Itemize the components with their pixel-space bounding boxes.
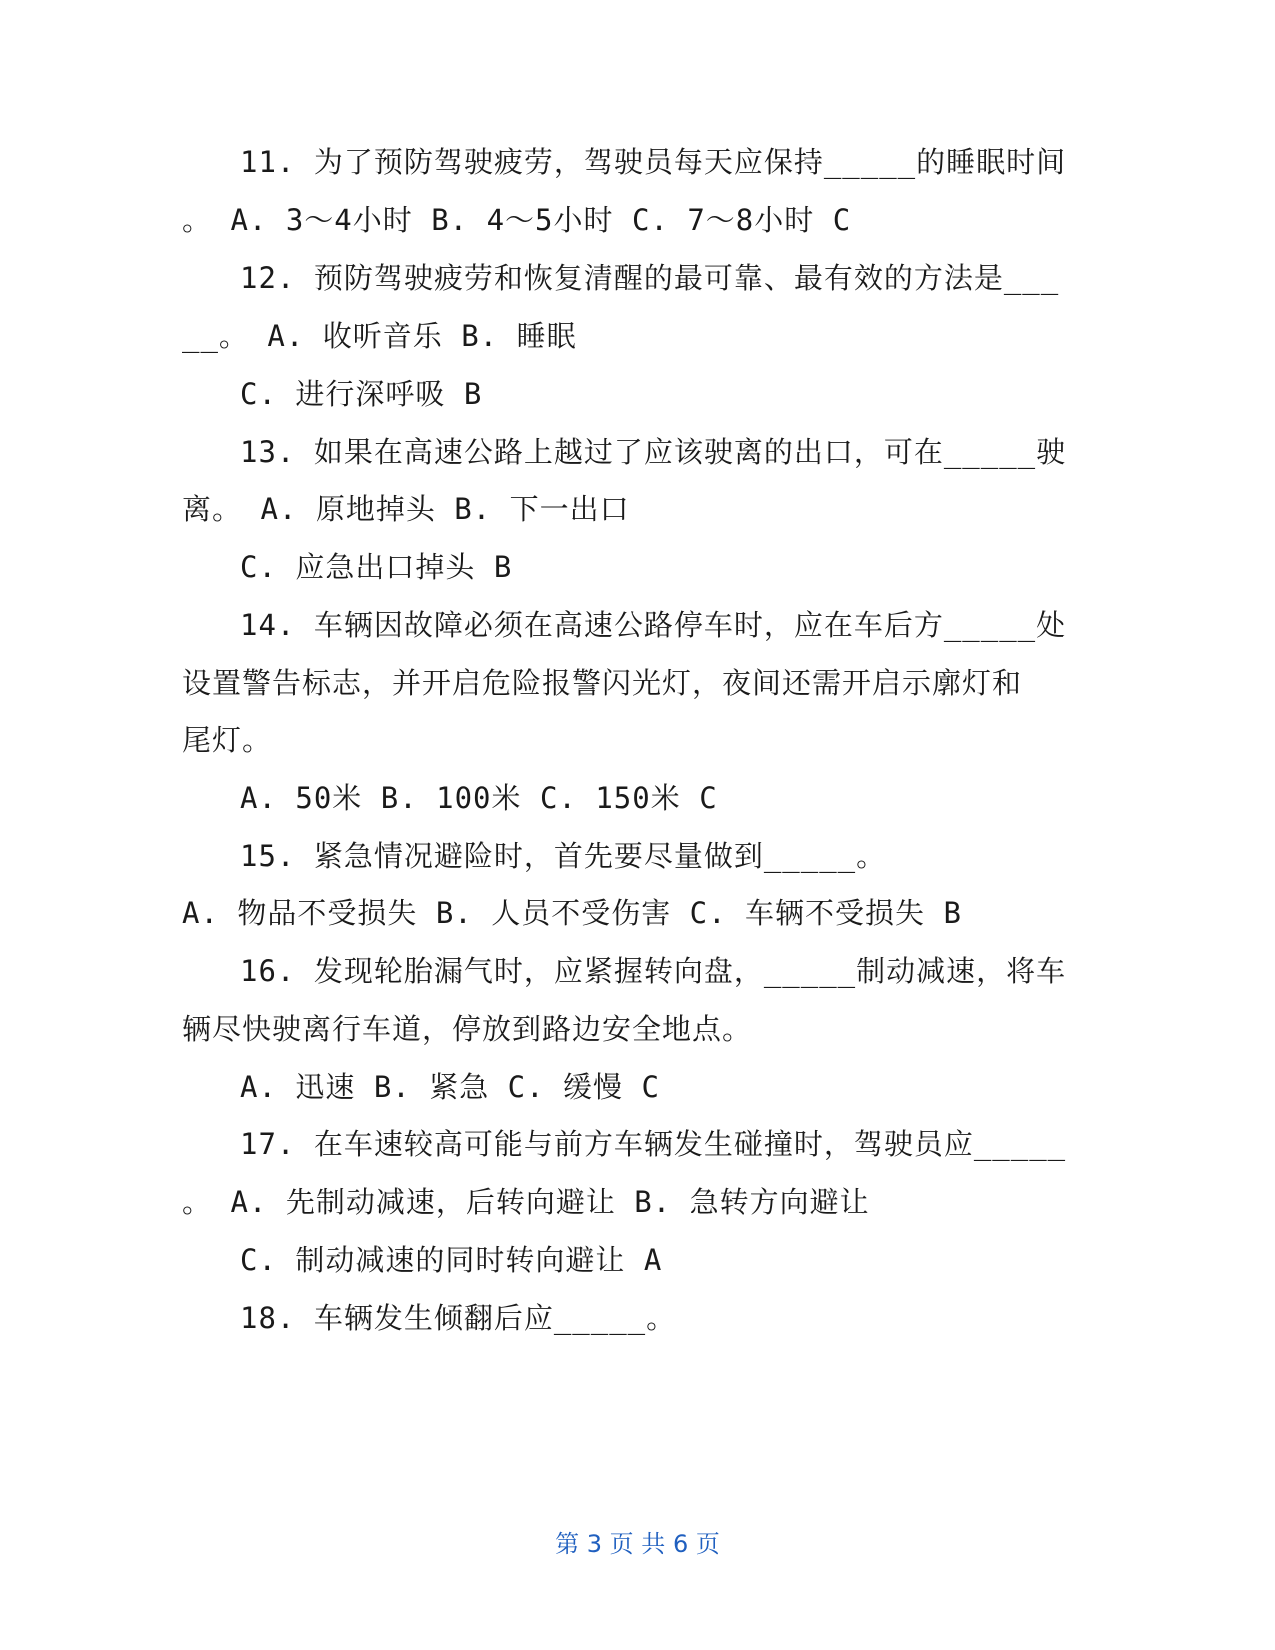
- question-17-line-2: 。 A. 先制动减速，后转向避让 B. 急转方向避让: [182, 1185, 870, 1219]
- question-12-line-1: 12. 预防驾驶疲劳和恢复清醒的最可靠、最有效的方法是___: [240, 261, 1060, 295]
- question-15-options: A. 物品不受损失 B. 人员不受伤害 C. 车辆不受损失 B: [182, 896, 962, 930]
- question-14-line-2: 设置警告标志，并开启危险报警闪光灯，夜间还需开启示廓灯和: [182, 666, 1023, 700]
- question-11-line-2: 。 A. 3～4小时 B. 4～5小时 C. 7～8小时 C: [182, 203, 852, 237]
- question-12-line-3: C. 进行深呼吸 B: [240, 377, 483, 411]
- question-13-line-3: C. 应急出口掉头 B: [240, 550, 513, 584]
- question-15-line-1: 15. 紧急情况避险时，首先要尽量做到_____。: [240, 839, 887, 873]
- question-14-options: A. 50米 B. 100米 C. 150米 C: [240, 781, 718, 815]
- question-17-line-1: 17. 在车速较高可能与前方车辆发生碰撞时，驾驶员应_____: [240, 1127, 1067, 1161]
- question-13-line-2: 离。 A. 原地掉头 B. 下一出口: [182, 492, 630, 526]
- question-17-line-3: C. 制动减速的同时转向避让 A: [240, 1243, 663, 1277]
- question-14-line-1: 14. 车辆因故障必须在高速公路停车时，应在车后方_____处: [240, 608, 1067, 642]
- question-12-line-2: __。 A. 收听音乐 B. 睡眠: [182, 319, 577, 353]
- page-number-footer: 第 3 页 共 6 页: [555, 1530, 720, 1558]
- question-18-line-1: 18. 车辆发生倾翻后应_____。: [240, 1301, 677, 1335]
- question-14-line-3: 尾灯。: [182, 723, 273, 757]
- question-16-line-1: 16. 发现轮胎漏气时，应紧握转向盘，_____制动减速，将车: [240, 954, 1067, 988]
- question-16-options: A. 迅速 B. 紧急 C. 缓慢 C: [240, 1070, 660, 1104]
- question-11-line-1: 11. 为了预防驾驶疲劳，驾驶员每天应保持_____的睡眠时间: [240, 145, 1067, 179]
- question-13-line-1: 13. 如果在高速公路上越过了应该驶离的出口，可在_____驶: [240, 435, 1067, 469]
- question-16-line-2: 辆尽快驶离行车道，停放到路边安全地点。: [182, 1012, 753, 1046]
